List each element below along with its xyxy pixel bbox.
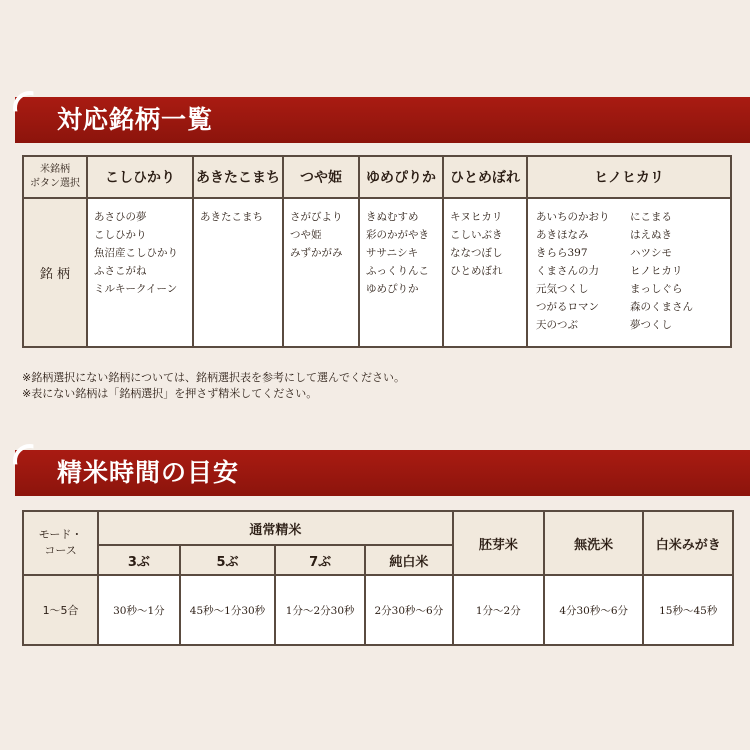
time-value: 30秒〜1分 <box>98 575 180 645</box>
time-value: 15秒〜45秒 <box>643 575 733 645</box>
brand-cell: さがびより つや姫 みずかがみ <box>283 198 359 347</box>
section-header-time <box>15 450 750 496</box>
note-line: ※表にない銘柄は「銘柄選択」を押さず精米してください。 <box>22 387 318 400</box>
corner-header: モード・ コース <box>23 511 98 575</box>
notes <box>22 370 405 402</box>
brand-cell: あきたこまち <box>193 198 283 347</box>
section-title: 精米時間の目安 <box>57 458 240 487</box>
column-header: 無洗米 <box>544 511 644 575</box>
column-header: ヒノヒカリ <box>527 156 731 198</box>
time-value: 2分30秒〜6分 <box>365 575 453 645</box>
section-header-brands <box>15 97 750 143</box>
sub-header: 5ぶ <box>180 545 276 575</box>
row-label: 銘 柄 <box>23 198 87 347</box>
column-header: ゆめぴりか <box>359 156 443 198</box>
column-header: つや姫 <box>283 156 359 198</box>
row-label: 1〜5合 <box>23 575 98 645</box>
column-header: 胚芽米 <box>453 511 544 575</box>
brand-cell: あさひの夢 こしひかり 魚沼産こしひかり ふさこがね ミルキークイーン <box>87 198 193 347</box>
corner-header: 米銘柄 ボタン選択 <box>23 156 87 198</box>
column-header: 白米みがき <box>643 511 733 575</box>
sub-header: 7ぶ <box>275 545 365 575</box>
time-value: 1分〜2分30秒 <box>275 575 365 645</box>
section-title: 対応銘柄一覧 <box>57 105 214 134</box>
brand-table <box>22 155 732 348</box>
header-decoration <box>13 444 47 478</box>
sub-header: 純白米 <box>365 545 453 575</box>
time-value: 1分〜2分 <box>453 575 544 645</box>
time-value: 4分30秒〜6分 <box>544 575 644 645</box>
sub-header: 3ぶ <box>98 545 180 575</box>
column-header: こしひかり <box>87 156 193 198</box>
time-value: 45秒〜1分30秒 <box>180 575 276 645</box>
note-line: ※銘柄選択にない銘柄については、銘柄選択表を参考にして選んでください。 <box>22 371 405 384</box>
brand-cell: きぬむすめ 彩のかがやき ササニシキ ふっくりんこ ゆめぴりか <box>359 198 443 347</box>
column-header: あきたこまち <box>193 156 283 198</box>
time-table <box>22 510 734 646</box>
header-decoration <box>13 91 47 125</box>
brand-cell: あいちのかおり あきほなみ きらら397 くまさんの力 元気つくし つがるロマン 天のつぶ にこまる はえぬき ハツシモ ヒノヒカリ まっしぐら 森のくまさん 夢つくし <box>527 198 731 347</box>
brand-cell: キヌヒカリ こしいぶき ななつぼし ひとめぼれ <box>443 198 527 347</box>
group-header: 通常精米 <box>98 511 453 545</box>
column-header: ひとめぼれ <box>443 156 527 198</box>
